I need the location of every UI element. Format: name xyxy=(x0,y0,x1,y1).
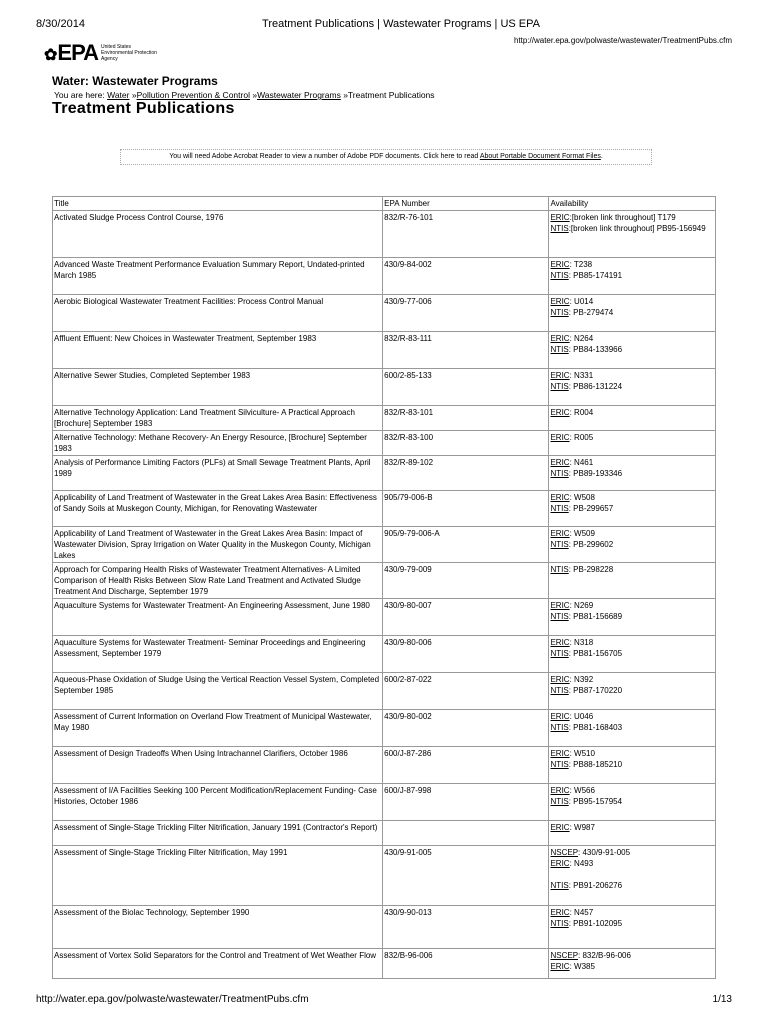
cell-epa-number: 832/R-89-102 xyxy=(383,456,549,491)
cell-title: Aquaculture Systems for Wastewater Treatment- Seminar Proceedings and Engineering Assessment, September 1979 xyxy=(53,636,383,673)
source-value: : PB81-156689 xyxy=(568,612,623,621)
availability-line xyxy=(550,468,714,479)
source-link-eric[interactable]: ERIC xyxy=(550,260,570,269)
source-value: : W510 xyxy=(569,749,595,758)
availability-line xyxy=(550,674,714,685)
availability-line xyxy=(550,711,714,722)
availability-line xyxy=(550,307,714,318)
cell-epa-number: 430/9-91-005 xyxy=(383,846,549,906)
source-link-eric[interactable]: ERIC xyxy=(550,823,570,832)
cell-epa-number: 430/9-80-002 xyxy=(383,710,549,747)
source-value: : W987 xyxy=(569,823,595,832)
cell-title: Assessment of Vortex Solid Separators for the Control and Treatment of Wet Weather Flow xyxy=(53,949,383,979)
cell-title: Activated Sludge Process Control Course, 1976 xyxy=(53,211,383,258)
cell-availability xyxy=(549,949,716,979)
availability-line xyxy=(550,492,714,503)
source-link-eric[interactable]: ERIC xyxy=(550,433,570,442)
cell-epa-number xyxy=(383,821,549,846)
availability-line xyxy=(550,564,714,575)
availability-line xyxy=(550,847,714,858)
breadcrumb-prefix: You are here: xyxy=(54,90,105,100)
cell-availability xyxy=(549,906,716,949)
availability-line xyxy=(550,748,714,759)
section-title: Water: Wastewater Programs xyxy=(52,74,218,88)
source-value: : W509 xyxy=(569,529,595,538)
cell-availability xyxy=(549,527,716,563)
cell-availability xyxy=(549,491,716,527)
table-row xyxy=(53,211,716,258)
source-value: : PB88-185210 xyxy=(568,760,623,769)
source-link-eric[interactable]: ERIC xyxy=(550,334,570,343)
source-link-eric[interactable]: ERIC xyxy=(550,749,570,758)
cell-title: Approach for Comparing Health Risks of Wastewater Treatment Alternatives- A Limited Comparison of Health Risks Between Slow Rate Land Treatment and Activated Sludge Treatment And Discharge, September 1979 xyxy=(53,563,383,599)
availability-line xyxy=(550,611,714,622)
source-link-eric[interactable]: ERIC xyxy=(550,859,570,868)
availability-line xyxy=(550,785,714,796)
availability-line xyxy=(550,270,714,281)
source-value: : N264 xyxy=(569,334,594,343)
pdf-notice-text: You will need Adobe Acrobat Reader to view a number of Adobe PDF documents. Click here to read xyxy=(169,153,479,160)
table-row xyxy=(53,636,716,673)
table-row xyxy=(53,710,716,747)
availability-line xyxy=(550,223,714,234)
source-value: : 832/B-96-006 xyxy=(578,951,631,960)
source-link-ntis[interactable]: NTIS xyxy=(550,565,569,574)
epa-logo-agency: United States Environmental Protection Agency xyxy=(101,44,157,62)
cell-epa-number: 430/9-79-009 xyxy=(383,563,549,599)
source-link-ntis[interactable]: NTIS xyxy=(550,271,569,280)
source-value: : 430/9-91-005 xyxy=(578,848,631,857)
table-row xyxy=(53,431,716,456)
source-link-eric[interactable]: ERIC xyxy=(550,601,570,610)
source-value: :[broken link throughout] T179 xyxy=(569,213,676,222)
print-url-footer: http://water.epa.gov/polwaste/wastewater/TreatmentPubs.cfm xyxy=(36,994,309,1005)
availability-line xyxy=(550,907,714,918)
breadcrumb-link-water[interactable]: Water xyxy=(107,90,130,100)
table-row xyxy=(53,784,716,821)
source-value: : T238 xyxy=(569,260,593,269)
availability-line xyxy=(550,381,714,392)
availability-line xyxy=(550,344,714,355)
source-link-ntis[interactable]: NTIS xyxy=(550,919,569,928)
source-value: : PB-279474 xyxy=(568,308,614,317)
source-value: : PB89-193346 xyxy=(568,469,623,478)
breadcrumb-current: Treatment Publications xyxy=(347,90,435,100)
cell-title: Applicability of Land Treatment of Wastewater in the Great Lakes Area Basin: Effectiveness of Sandy Soils at Muskegon County, Michigan, for Renovating Wastewater xyxy=(53,491,383,527)
cell-title: Assessment of the Biolac Technology, September 1990 xyxy=(53,906,383,949)
source-value: :[broken link throughout] PB95-156949 xyxy=(568,224,706,233)
source-value: : PB-299602 xyxy=(568,540,614,549)
cell-epa-number: 430/9-80-007 xyxy=(383,599,549,636)
header-epa-number: EPA Number xyxy=(383,197,549,211)
cell-title: Applicability of Land Treatment of Wastewater in the Great Lakes Area Basin: Impact of Wastewater Division, Spray Irrigation on Water Quality in the Muskegon County, Michigan Lakes xyxy=(53,527,383,563)
cell-epa-number: 430/9-90-013 xyxy=(383,906,549,949)
epa-logo[interactable] xyxy=(44,40,181,66)
source-link-nscep[interactable]: NSCEP xyxy=(550,951,579,960)
availability-line xyxy=(550,961,714,972)
cell-title: Aquaculture Systems for Wastewater Treatment- An Engineering Assessment, June 1980 xyxy=(53,599,383,636)
table-row xyxy=(53,673,716,710)
cell-title: Assessment of Single-Stage Trickling Filter Nitrification, May 1991 xyxy=(53,846,383,906)
availability-line xyxy=(550,918,714,929)
cell-epa-number: 832/R-83-100 xyxy=(383,431,549,456)
cell-title: Analysis of Performance Limiting Factors (PLFs) at Small Sewage Treatment Plants, April 1989 xyxy=(53,456,383,491)
source-link-eric[interactable]: ERIC xyxy=(550,712,570,721)
source-value: : PB81-168403 xyxy=(568,723,623,732)
source-value: : PB91-102095 xyxy=(568,919,623,928)
cell-availability xyxy=(549,406,716,431)
cell-availability xyxy=(549,846,716,906)
source-value: : W385 xyxy=(569,962,595,971)
availability-line xyxy=(550,648,714,659)
cell-availability xyxy=(549,431,716,456)
availability-line xyxy=(550,333,714,344)
source-value: : PB-299657 xyxy=(568,504,614,513)
cell-availability xyxy=(549,673,716,710)
table-row xyxy=(53,906,716,949)
table-row xyxy=(53,369,716,406)
source-value: : R005 xyxy=(569,433,594,442)
cell-availability xyxy=(549,211,716,258)
availability-line xyxy=(550,600,714,611)
cell-title: Assessment of I/A Facilities Seeking 100 Percent Modification/Replacement Funding- Case Histories, October 1986 xyxy=(53,784,383,821)
cell-availability xyxy=(549,784,716,821)
cell-epa-number: 600/2-87-022 xyxy=(383,673,549,710)
availability-line xyxy=(550,858,714,869)
source-link-eric[interactable]: ERIC xyxy=(550,297,570,306)
publications-table xyxy=(52,196,716,979)
cell-epa-number: 905/79-006-B xyxy=(383,491,549,527)
header-title: Title xyxy=(53,197,383,211)
source-link-nscep[interactable]: NSCEP xyxy=(550,848,579,857)
cell-availability xyxy=(549,599,716,636)
availability-line xyxy=(550,539,714,550)
cell-epa-number: 600/2-85-133 xyxy=(383,369,549,406)
page-title: Treatment Publications xyxy=(52,100,235,117)
source-link-ntis[interactable]: NTIS xyxy=(550,723,569,732)
availability-line xyxy=(550,950,714,961)
table-row xyxy=(53,295,716,332)
source-link-eric[interactable]: ERIC xyxy=(550,371,570,380)
cell-epa-number: 430/9-84-002 xyxy=(383,258,549,295)
source-link-ntis[interactable]: NTIS xyxy=(550,686,569,695)
source-link-ntis[interactable]: NTIS xyxy=(550,504,569,513)
breadcrumb: You are here: Water »Pollution Prevention & Control »Wastewater Programs »Treatment Publications xyxy=(54,90,435,100)
source-link-ntis[interactable]: NTIS xyxy=(550,345,569,354)
cell-availability xyxy=(549,747,716,784)
cell-title: Affluent Effluent: New Choices in Wastewater Treatment, September 1983 xyxy=(53,332,383,369)
table-row xyxy=(53,491,716,527)
source-link-eric[interactable]: ERIC xyxy=(550,213,570,222)
cell-epa-number: 832/B-96-006 xyxy=(383,949,549,979)
print-date: 8/30/2014 xyxy=(36,18,85,30)
print-page-title: Treatment Publications | Wastewater Programs | US EPA xyxy=(262,18,540,30)
table-row xyxy=(53,599,716,636)
availability-line xyxy=(550,457,714,468)
cell-epa-number: 430/9-77-006 xyxy=(383,295,549,332)
cell-availability xyxy=(549,369,716,406)
cell-title: Aerobic Biological Wastewater Treatment Facilities: Process Control Manual xyxy=(53,295,383,332)
cell-title: Alternative Sewer Studies, Completed September 1983 xyxy=(53,369,383,406)
source-value: : PB84-133966 xyxy=(568,345,623,354)
cell-availability xyxy=(549,456,716,491)
availability-line xyxy=(550,869,714,880)
print-url-top: http://water.epa.gov/polwaste/wastewater/TreatmentPubs.cfm xyxy=(513,36,732,45)
cell-availability xyxy=(549,258,716,295)
availability-line xyxy=(550,796,714,807)
table-row xyxy=(53,846,716,906)
source-link-ntis[interactable]: NTIS xyxy=(550,760,569,769)
source-link-ntis[interactable]: NTIS xyxy=(550,469,569,478)
source-value: : N269 xyxy=(569,601,594,610)
cell-epa-number: 905/9-79-006-A xyxy=(383,527,549,563)
source-link-eric[interactable]: ERIC xyxy=(550,529,570,538)
cell-title: Alternative Technology: Methane Recovery- An Energy Resource, [Brochure] September 1983 xyxy=(53,431,383,456)
cell-availability xyxy=(549,563,716,599)
source-value: : PB86-131224 xyxy=(568,382,623,391)
source-value: : PB91-206276 xyxy=(568,881,623,890)
cell-epa-number: 600/J-87-286 xyxy=(383,747,549,784)
source-value: : N318 xyxy=(569,638,594,647)
availability-line xyxy=(550,212,714,223)
source-link-eric[interactable]: ERIC xyxy=(550,786,570,795)
table-row xyxy=(53,406,716,431)
cell-epa-number: 600/J-87-998 xyxy=(383,784,549,821)
source-link-ntis[interactable]: NTIS xyxy=(550,382,569,391)
table-row xyxy=(53,456,716,491)
source-link-ntis[interactable]: NTIS xyxy=(550,797,569,806)
availability-line xyxy=(550,503,714,514)
source-link-ntis[interactable]: NTIS xyxy=(550,649,569,658)
availability-line xyxy=(550,759,714,770)
epa-logo-mark: ✿EPA xyxy=(44,40,99,65)
availability-line xyxy=(550,259,714,270)
cell-availability xyxy=(549,710,716,747)
availability-line xyxy=(550,822,714,833)
cell-availability xyxy=(549,295,716,332)
table-row xyxy=(53,258,716,295)
cell-availability xyxy=(549,821,716,846)
cell-availability xyxy=(549,332,716,369)
cell-title: Aqueous-Phase Oxidation of Sludge Using the Vertical Reaction Vessel System, Completed September 1985 xyxy=(53,673,383,710)
source-link-eric[interactable]: ERIC xyxy=(550,493,570,502)
source-value: : U046 xyxy=(569,712,594,721)
cell-title: Advanced Waste Treatment Performance Evaluation Summary Report, Undated-printed March 1985 xyxy=(53,258,383,295)
source-link-ntis[interactable]: NTIS xyxy=(550,881,569,890)
table-row xyxy=(53,527,716,563)
source-value: : W566 xyxy=(569,786,595,795)
source-link-eric[interactable]: ERIC xyxy=(550,675,570,684)
source-link-eric[interactable]: ERIC xyxy=(550,908,570,917)
source-value: : PB85-174191 xyxy=(568,271,623,280)
availability-line xyxy=(550,432,714,443)
cell-availability xyxy=(549,636,716,673)
availability-line xyxy=(550,722,714,733)
table-row xyxy=(53,949,716,979)
print-page-number: 1/13 xyxy=(712,994,732,1005)
source-link-ntis[interactable]: NTIS xyxy=(550,612,569,621)
availability-line xyxy=(550,637,714,648)
source-link-ntis[interactable]: NTIS xyxy=(550,308,569,317)
source-value: : U014 xyxy=(569,297,594,306)
table-row xyxy=(53,332,716,369)
source-link-eric[interactable]: ERIC xyxy=(550,962,570,971)
source-link-eric[interactable]: ERIC xyxy=(550,638,570,647)
availability-line xyxy=(550,528,714,539)
source-value: : R004 xyxy=(569,408,594,417)
cell-epa-number: 430/9-80-006 xyxy=(383,636,549,673)
header-availability: Availability xyxy=(549,197,716,211)
cell-title: Assessment of Single-Stage Trickling Filter Nitrification, January 1991 (Contractor's Report) xyxy=(53,821,383,846)
source-value: : N392 xyxy=(569,675,594,684)
pdf-notice: You will need Adobe Acrobat Reader to view a number of Adobe PDF documents. Click here to read About Portable Document Format Files. xyxy=(120,149,652,165)
pdf-info-link[interactable]: About Portable Document Format Files xyxy=(479,153,601,160)
source-value: : W508 xyxy=(569,493,595,502)
cell-epa-number: 832/R-83-101 xyxy=(383,406,549,431)
source-link-ntis[interactable]: NTIS xyxy=(550,224,569,233)
cell-epa-number: 832/R-76-101 xyxy=(383,211,549,258)
cell-epa-number: 832/R-83-111 xyxy=(383,332,549,369)
source-link-ntis[interactable]: NTIS xyxy=(550,540,569,549)
availability-line xyxy=(550,370,714,381)
source-value: : PB87-170220 xyxy=(568,686,623,695)
source-link-eric[interactable]: ERIC xyxy=(550,408,570,417)
cell-title: Assessment of Design Tradeoffs When Using Intrachannel Clarifiers, October 1986 xyxy=(53,747,383,784)
source-value: : PB81-156705 xyxy=(568,649,623,658)
availability-line xyxy=(550,685,714,696)
source-value: : N457 xyxy=(569,908,594,917)
source-link-eric[interactable]: ERIC xyxy=(550,458,570,467)
availability-line xyxy=(550,407,714,418)
table-row xyxy=(53,563,716,599)
breadcrumb-link-pollution[interactable]: Pollution Prevention & Control xyxy=(136,90,250,100)
availability-line xyxy=(550,296,714,307)
table-row xyxy=(53,821,716,846)
table-row xyxy=(53,747,716,784)
availability-line xyxy=(550,880,714,891)
source-value: : N493 xyxy=(569,859,594,868)
source-value: : N461 xyxy=(569,458,594,467)
cell-title: Alternative Technology Application: Land Treatment Silviculture- A Practical Approach [Brochure] September 1983 xyxy=(53,406,383,431)
table-header-row xyxy=(53,197,716,211)
source-value: : PB95-157954 xyxy=(568,797,623,806)
source-value: : N331 xyxy=(569,371,594,380)
breadcrumb-link-wastewater[interactable]: Wastewater Programs xyxy=(257,90,341,100)
cell-title: Assessment of Current Information on Overland Flow Treatment of Municipal Wastewater, May 1980 xyxy=(53,710,383,747)
source-value: : PB-298228 xyxy=(568,565,614,574)
